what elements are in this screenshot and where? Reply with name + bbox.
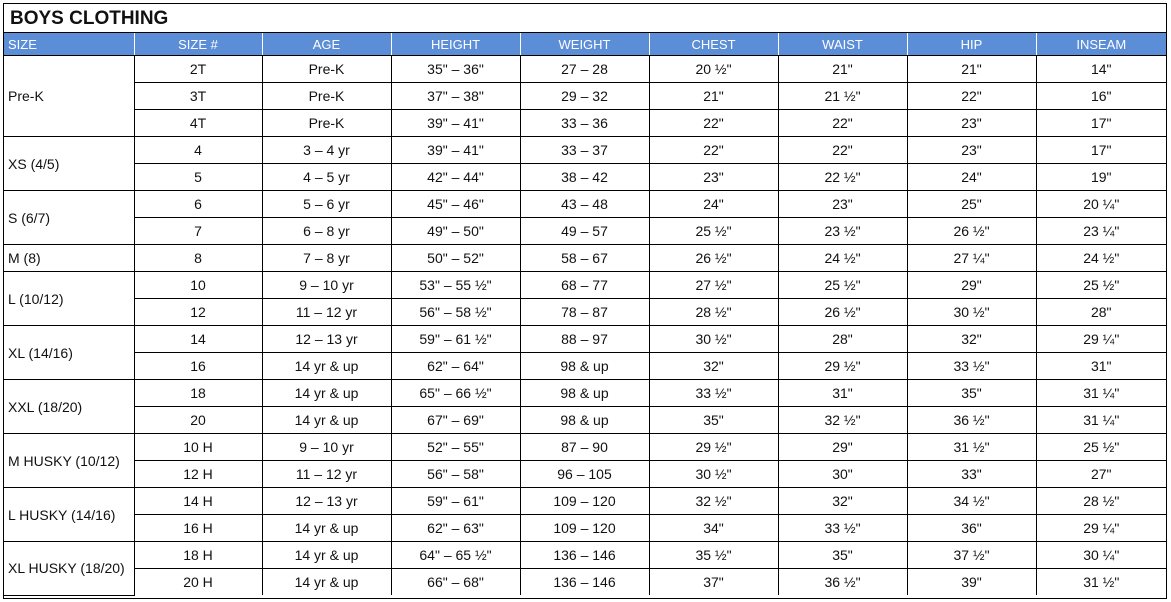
cell-inseam: 27" bbox=[1036, 461, 1166, 488]
cell-height: 64" – 65 ½" bbox=[391, 542, 520, 569]
cell-size-number: 3T bbox=[134, 83, 262, 110]
table-row bbox=[4, 326, 1166, 353]
cell-size-number: 14 H bbox=[134, 488, 262, 515]
cell-inseam: 19" bbox=[1036, 164, 1166, 191]
table-row bbox=[4, 569, 1166, 596]
cell-age: 14 yr & up bbox=[262, 515, 391, 542]
cell-inseam: 30 ¼" bbox=[1036, 542, 1166, 569]
cell-weight: 38 – 42 bbox=[520, 164, 649, 191]
table-row bbox=[4, 164, 1166, 191]
cell-height: 66" – 68" bbox=[391, 569, 520, 596]
cell-height: 65" – 66 ½" bbox=[391, 380, 520, 407]
cell-size-number: 18 bbox=[134, 380, 262, 407]
cell-hip: 24" bbox=[907, 164, 1036, 191]
cell-chest: 20 ½" bbox=[649, 56, 778, 83]
cell-waist: 26 ½" bbox=[778, 299, 907, 326]
cell-weight: 109 – 120 bbox=[520, 515, 649, 542]
cell-weight: 136 – 146 bbox=[520, 569, 649, 596]
cell-waist: 29" bbox=[778, 434, 907, 461]
cell-age: 12 – 13 yr bbox=[262, 488, 391, 515]
cell-waist: 32 ½" bbox=[778, 407, 907, 434]
cell-hip: 39" bbox=[907, 569, 1036, 596]
cell-hip: 33 ½" bbox=[907, 353, 1036, 380]
cell-chest: 22" bbox=[649, 110, 778, 137]
table-row bbox=[4, 56, 1166, 83]
table-row bbox=[4, 407, 1166, 434]
cell-size-number: 16 bbox=[134, 353, 262, 380]
cell-hip: 37 ½" bbox=[907, 542, 1036, 569]
cell-height: 49" – 50" bbox=[391, 218, 520, 245]
cell-height: 39" – 41" bbox=[391, 137, 520, 164]
cell-weight: 88 – 97 bbox=[520, 326, 649, 353]
cell-chest: 24" bbox=[649, 191, 778, 218]
size-group-label: L (10/12) bbox=[4, 272, 134, 326]
cell-inseam: 23 ¼" bbox=[1036, 218, 1166, 245]
cell-age: 11 – 12 yr bbox=[262, 461, 391, 488]
cell-hip: 26 ½" bbox=[907, 218, 1036, 245]
cell-hip: 22" bbox=[907, 83, 1036, 110]
cell-hip: 35" bbox=[907, 380, 1036, 407]
cell-size-number: 14 bbox=[134, 326, 262, 353]
cell-inseam: 25 ½" bbox=[1036, 434, 1166, 461]
cell-waist: 24 ½" bbox=[778, 245, 907, 272]
table-row bbox=[4, 245, 1166, 272]
cell-hip: 31 ½" bbox=[907, 434, 1036, 461]
cell-chest: 30 ½" bbox=[649, 326, 778, 353]
cell-waist: 36 ½" bbox=[778, 569, 907, 596]
table-row bbox=[4, 218, 1166, 245]
cell-age: 14 yr & up bbox=[262, 569, 391, 596]
cell-height: 50" – 52" bbox=[391, 245, 520, 272]
cell-waist: 23 ½" bbox=[778, 218, 907, 245]
cell-size-number: 5 bbox=[134, 164, 262, 191]
cell-waist: 30" bbox=[778, 461, 907, 488]
cell-chest: 27 ½" bbox=[649, 272, 778, 299]
cell-waist: 35" bbox=[778, 542, 907, 569]
cell-weight: 87 – 90 bbox=[520, 434, 649, 461]
cell-height: 59" – 61" bbox=[391, 488, 520, 515]
cell-chest: 30 ½" bbox=[649, 461, 778, 488]
header-waist: WAIST bbox=[778, 33, 907, 56]
header-weight: WEIGHT bbox=[520, 33, 649, 56]
cell-inseam: 20 ¼" bbox=[1036, 191, 1166, 218]
cell-chest: 33 ½" bbox=[649, 380, 778, 407]
cell-size-number: 4T bbox=[134, 110, 262, 137]
header-hip: HIP bbox=[907, 33, 1036, 56]
header-size: SIZE bbox=[4, 33, 134, 56]
header-height: HEIGHT bbox=[391, 33, 520, 56]
size-group-label: XXL (18/20) bbox=[4, 380, 134, 434]
cell-hip: 23" bbox=[907, 110, 1036, 137]
cell-chest: 28 ½" bbox=[649, 299, 778, 326]
cell-inseam: 24 ½" bbox=[1036, 245, 1166, 272]
cell-inseam: 31" bbox=[1036, 353, 1166, 380]
cell-weight: 98 & up bbox=[520, 407, 649, 434]
cell-chest: 35" bbox=[649, 407, 778, 434]
header-row bbox=[4, 33, 1166, 56]
cell-age: 9 – 10 yr bbox=[262, 272, 391, 299]
cell-hip: 32" bbox=[907, 326, 1036, 353]
cell-age: 14 yr & up bbox=[262, 353, 391, 380]
table-row bbox=[4, 542, 1166, 569]
cell-chest: 21" bbox=[649, 83, 778, 110]
cell-size-number: 18 H bbox=[134, 542, 262, 569]
cell-hip: 30 ½" bbox=[907, 299, 1036, 326]
cell-age: 14 yr & up bbox=[262, 380, 391, 407]
cell-height: 56" – 58 ½" bbox=[391, 299, 520, 326]
cell-waist: 25 ½" bbox=[778, 272, 907, 299]
cell-inseam: 29 ¼" bbox=[1036, 515, 1166, 542]
cell-weight: 109 – 120 bbox=[520, 488, 649, 515]
cell-waist: 28" bbox=[778, 326, 907, 353]
size-group-label: XL HUSKY (18/20) bbox=[4, 542, 134, 596]
cell-waist: 22" bbox=[778, 110, 907, 137]
cell-hip: 21" bbox=[907, 56, 1036, 83]
cell-waist: 21 ½" bbox=[778, 83, 907, 110]
cell-chest: 29 ½" bbox=[649, 434, 778, 461]
cell-size-number: 10 bbox=[134, 272, 262, 299]
cell-inseam: 25 ½" bbox=[1036, 272, 1166, 299]
table-row bbox=[4, 191, 1166, 218]
table-row bbox=[4, 434, 1166, 461]
cell-waist: 29 ½" bbox=[778, 353, 907, 380]
cell-chest: 25 ½" bbox=[649, 218, 778, 245]
cell-height: 67" – 69" bbox=[391, 407, 520, 434]
cell-age: 6 – 8 yr bbox=[262, 218, 391, 245]
cell-size-number: 10 H bbox=[134, 434, 262, 461]
cell-weight: 96 – 105 bbox=[520, 461, 649, 488]
table-row bbox=[4, 110, 1166, 137]
cell-hip: 34 ½" bbox=[907, 488, 1036, 515]
cell-size-number: 4 bbox=[134, 137, 262, 164]
cell-inseam: 14" bbox=[1036, 56, 1166, 83]
cell-height: 62" – 63" bbox=[391, 515, 520, 542]
cell-hip: 23" bbox=[907, 137, 1036, 164]
table-row bbox=[4, 83, 1166, 110]
cell-chest: 32 ½" bbox=[649, 488, 778, 515]
cell-weight: 49 – 57 bbox=[520, 218, 649, 245]
cell-age: 9 – 10 yr bbox=[262, 434, 391, 461]
cell-waist: 22" bbox=[778, 137, 907, 164]
cell-size-number: 12 bbox=[134, 299, 262, 326]
cell-waist: 32" bbox=[778, 488, 907, 515]
cell-age: 14 yr & up bbox=[262, 407, 391, 434]
size-group-label: L HUSKY (14/16) bbox=[4, 488, 134, 542]
header-inseam: INSEAM bbox=[1036, 33, 1166, 56]
cell-age: 4 – 5 yr bbox=[262, 164, 391, 191]
cell-waist: 23" bbox=[778, 191, 907, 218]
cell-hip: 29" bbox=[907, 272, 1036, 299]
cell-size-number: 16 H bbox=[134, 515, 262, 542]
cell-hip: 33" bbox=[907, 461, 1036, 488]
cell-age: 12 – 13 yr bbox=[262, 326, 391, 353]
cell-height: 35" – 36" bbox=[391, 56, 520, 83]
cell-inseam: 28" bbox=[1036, 299, 1166, 326]
cell-age: 3 – 4 yr bbox=[262, 137, 391, 164]
cell-hip: 36" bbox=[907, 515, 1036, 542]
cell-inseam: 31 ¼" bbox=[1036, 380, 1166, 407]
cell-height: 53" – 55 ½" bbox=[391, 272, 520, 299]
cell-waist: 33 ½" bbox=[778, 515, 907, 542]
cell-inseam: 28 ½" bbox=[1036, 488, 1166, 515]
cell-inseam: 17" bbox=[1036, 110, 1166, 137]
cell-hip: 25" bbox=[907, 191, 1036, 218]
cell-age: Pre-K bbox=[262, 56, 391, 83]
cell-waist: 21" bbox=[778, 56, 907, 83]
cell-waist: 31" bbox=[778, 380, 907, 407]
cell-weight: 68 – 77 bbox=[520, 272, 649, 299]
size-group-label: XS (4/5) bbox=[4, 137, 134, 191]
cell-size-number: 6 bbox=[134, 191, 262, 218]
cell-inseam: 31 ½" bbox=[1036, 569, 1166, 596]
cell-chest: 35 ½" bbox=[649, 542, 778, 569]
cell-age: 5 – 6 yr bbox=[262, 191, 391, 218]
cell-height: 37" – 38" bbox=[391, 83, 520, 110]
cell-height: 56" – 58" bbox=[391, 461, 520, 488]
table-row bbox=[4, 380, 1166, 407]
cell-size-number: 20 bbox=[134, 407, 262, 434]
cell-height: 39" – 41" bbox=[391, 110, 520, 137]
size-table bbox=[4, 33, 1166, 596]
cell-chest: 26 ½" bbox=[649, 245, 778, 272]
chart-title: BOYS CLOTHING bbox=[4, 4, 1166, 33]
cell-inseam: 29 ¼" bbox=[1036, 326, 1166, 353]
cell-chest: 23" bbox=[649, 164, 778, 191]
table-row bbox=[4, 272, 1166, 299]
cell-size-number: 8 bbox=[134, 245, 262, 272]
cell-hip: 36 ½" bbox=[907, 407, 1036, 434]
cell-chest: 34" bbox=[649, 515, 778, 542]
cell-weight: 98 & up bbox=[520, 380, 649, 407]
cell-height: 42" – 44" bbox=[391, 164, 520, 191]
cell-age: 11 – 12 yr bbox=[262, 299, 391, 326]
cell-hip: 27 ¼" bbox=[907, 245, 1036, 272]
size-group-label: Pre-K bbox=[4, 56, 134, 137]
cell-weight: 33 – 36 bbox=[520, 110, 649, 137]
cell-height: 62" – 64" bbox=[391, 353, 520, 380]
table-body bbox=[4, 56, 1166, 596]
header-size-number: SIZE # bbox=[134, 33, 262, 56]
cell-weight: 78 – 87 bbox=[520, 299, 649, 326]
cell-height: 45" – 46" bbox=[391, 191, 520, 218]
cell-age: 14 yr & up bbox=[262, 542, 391, 569]
header-chest: CHEST bbox=[649, 33, 778, 56]
size-group-label: XL (14/16) bbox=[4, 326, 134, 380]
cell-weight: 98 & up bbox=[520, 353, 649, 380]
cell-age: Pre-K bbox=[262, 83, 391, 110]
cell-chest: 37" bbox=[649, 569, 778, 596]
table-row bbox=[4, 137, 1166, 164]
cell-weight: 29 – 32 bbox=[520, 83, 649, 110]
cell-weight: 58 – 67 bbox=[520, 245, 649, 272]
cell-height: 59" – 61 ½" bbox=[391, 326, 520, 353]
cell-waist: 22 ½" bbox=[778, 164, 907, 191]
table-row bbox=[4, 461, 1166, 488]
table-row bbox=[4, 299, 1166, 326]
size-group-label: M HUSKY (10/12) bbox=[4, 434, 134, 488]
cell-size-number: 2T bbox=[134, 56, 262, 83]
cell-inseam: 17" bbox=[1036, 137, 1166, 164]
cell-weight: 136 – 146 bbox=[520, 542, 649, 569]
size-chart bbox=[3, 3, 1167, 599]
cell-age: 7 – 8 yr bbox=[262, 245, 391, 272]
header-age: AGE bbox=[262, 33, 391, 56]
size-group-label: M (8) bbox=[4, 245, 134, 272]
cell-weight: 43 – 48 bbox=[520, 191, 649, 218]
table-row bbox=[4, 515, 1166, 542]
cell-size-number: 12 H bbox=[134, 461, 262, 488]
cell-weight: 27 – 28 bbox=[520, 56, 649, 83]
cell-age: Pre-K bbox=[262, 110, 391, 137]
cell-chest: 32" bbox=[649, 353, 778, 380]
cell-weight: 33 – 37 bbox=[520, 137, 649, 164]
cell-inseam: 31 ¼" bbox=[1036, 407, 1166, 434]
cell-inseam: 16" bbox=[1036, 83, 1166, 110]
cell-size-number: 7 bbox=[134, 218, 262, 245]
table-row bbox=[4, 488, 1166, 515]
size-group-label: S (6/7) bbox=[4, 191, 134, 245]
cell-size-number: 20 H bbox=[134, 569, 262, 596]
cell-chest: 22" bbox=[649, 137, 778, 164]
cell-height: 52" – 55" bbox=[391, 434, 520, 461]
table-row bbox=[4, 353, 1166, 380]
